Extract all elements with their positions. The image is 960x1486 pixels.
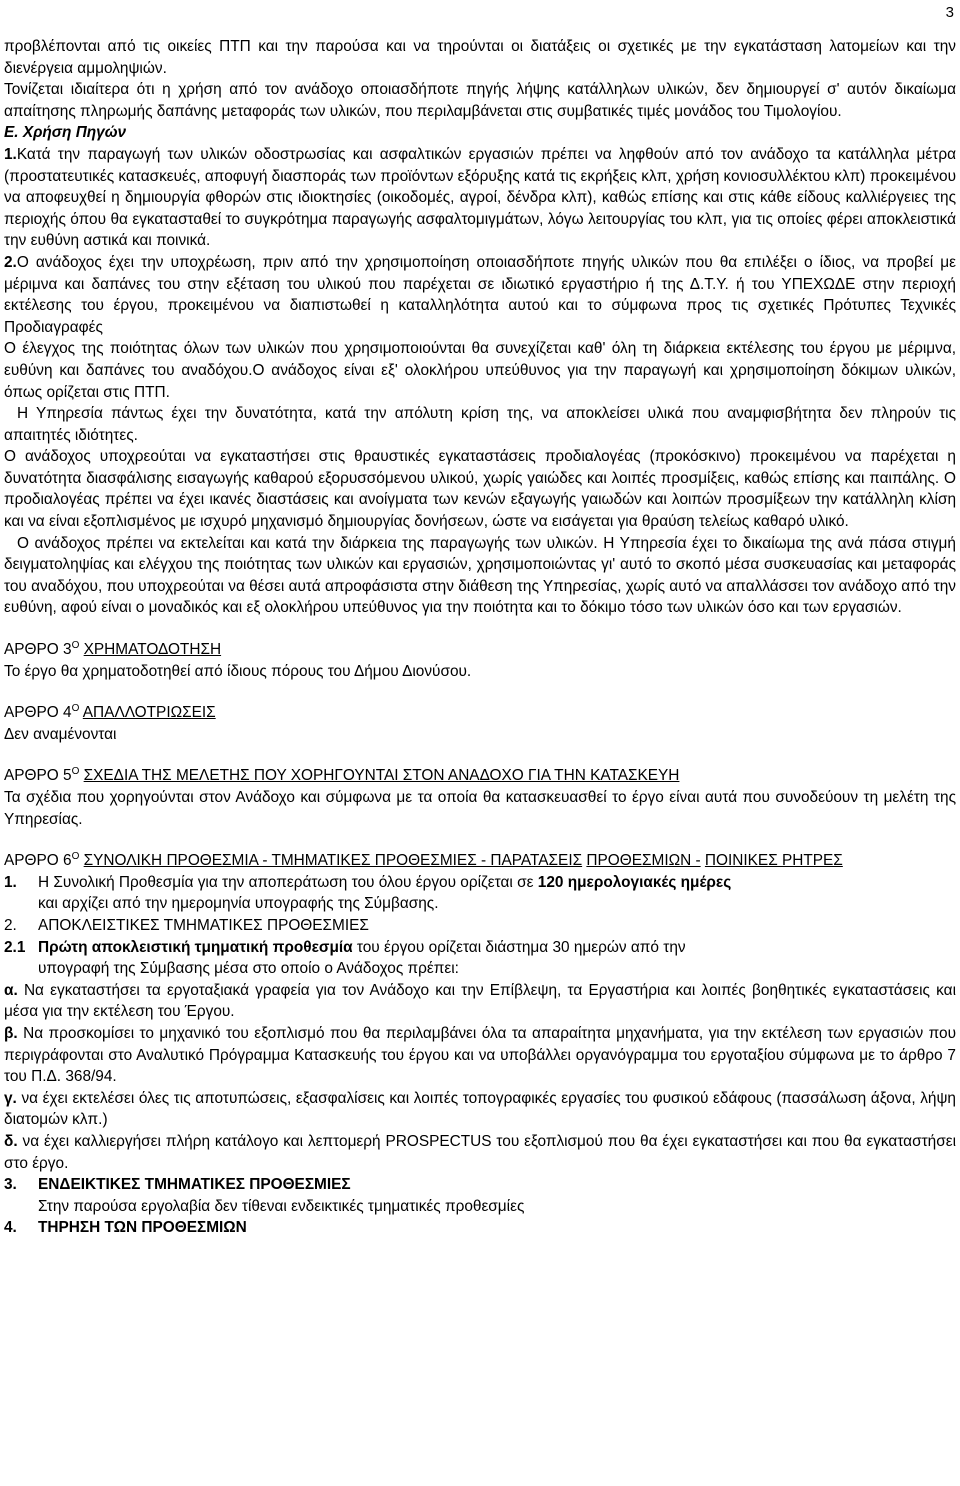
paragraph-1-number: 1. (4, 145, 17, 163)
article-3-text: Το έργο θα χρηματοδοτηθεί από ίδιους πόρους του Δήμου Διονύσου. (4, 662, 472, 680)
article-6-title-c: ΠΟΙΝΙΚΕΣ ΡΗΤΡΕΣ (704, 852, 843, 870)
item-2-1-bold: Πρώτη αποκλειστική τμηματική προθεσμία (38, 938, 353, 956)
article-5-title: ΣΧΕΔΙΑ ΤΗΣ ΜΕΛΕΤΗΣ ΠΟΥ ΧΟΡΗΓΟΥΝΤΑΙ ΣΤΟΝ ΑΝΑΔΟΧΟ ΓΙΑ ΤΗΝ ΚΑΤΑΣΚΕΥΗ (83, 767, 680, 785)
item-3-number: 3. (4, 1176, 17, 1194)
paragraph-4: Η Υπηρεσία πάντως έχει την δυνατότητα, κατά την απόλυτη κρίση της, να αποκλείσει υλικά που αναμφισβήτητα δεν πληρούν τις απαιτητές ιδιότητες. (4, 405, 956, 444)
paragraph-intro-1: προβλέπονται από τις οικείες ΠΤΠ και την παρούσα και να τηρούνται οι διατάξεις οι σχετικές με την εγκατάσταση λατομείων και την διενέργεια αμμοληψιών. (4, 38, 956, 77)
article-4-prefix: ΑΡΘΡΟ 4 (4, 704, 72, 722)
item-b (4, 1023, 956, 1088)
paragraph-3: Ο έλεγχος της ποιότητας όλων των υλικών που χρησιμοποιούνται θα συνεχίζεται καθ' όλη τη διάρκεια εκτέλεσης του έργου με μέριμνα, ευθύνη και δαπάνες του αναδόχου.Ο ανάδοχος είναι εξ' ολοκλήρου υπεύθυνος για την παραγωγή και χρησιμοποίηση δόκιμων υλικών, όπως ορίζεται στις ΠΤΠ. (4, 340, 956, 401)
item-3-sub: Στην παρούσα εργολαβία δεν τίθεναι ενδεικτικές τμηματικές προθεσμίες (38, 1197, 525, 1215)
item-1 (4, 872, 956, 894)
paragraph-5: Ο ανάδοχος υποχρεούται να εγκαταστήσει στις θραυστικές εγκαταστάσεις προδιαλογέας (προκόσκινο) προκειμένου να παρέχεται η δυνατότητα διασφάλισης εισαγωγής καθαρού εξορυσσόμενου υλικού, χωρίς γαιώδες και λοιπές προσμίξεις, καθώς επίσης και παιπάλης. Ο προδιαλογέας πρέπει να έχει ικανές διαστάσεις και ανοίγματα των κενών εξαγωγής γαιωδών και λοιπών προσμίξεων την κατάλληλη κλίση και να είναι εξοπλισμένος με ισχυρό μηχανισμό δημιουργίας δονήσεων, ώστε να εισάγεται για θραύση τελείως καθαρό υλικό. (4, 448, 956, 531)
article-4-text: Δεν αναμένονται (4, 725, 117, 743)
article-6-title-b: ΠΡΟΘΕΣΜΙΩΝ - (586, 852, 701, 870)
article-6-heading (4, 850, 956, 872)
item-3 (4, 1174, 956, 1196)
item-2-1-text-a: του έργου ορίζεται διάστημα 30 ημερών από την (352, 938, 686, 956)
article-5-text: Τα σχέδια που χορηγούνται στον Ανάδοχο και σύμφωνα με τα οποία θα κατασκευασθεί το έργο είναι αυτά που συνοδεύουν τη μελέτη της Υπηρεσίας. (4, 789, 956, 828)
paragraph-intro-2: Τονίζεται ιδιαίτερα ότι η χρήση από τον ανάδοχο οποιασδήποτε πηγής λήψης κατάλληλων υλικών, δεν δημιουργεί σ' αυτόν δικαίωμα απαίτησης πληρωμής δαπάνης μεταφοράς των υλικών, που περιλαμβάνεται στις συμβατικές τιμές μονάδος του Τιμολογίου. (4, 81, 956, 120)
item-3-text: ΕΝΔΕΙΚΤΙΚΕΣ ΤΜΗΜΑΤΙΚΕΣ ΠΡΟΘΕΣΜΙΕΣ (38, 1176, 351, 1194)
article-6-prefix: ΑΡΘΡΟ 6 (4, 852, 72, 870)
item-4 (4, 1217, 956, 1239)
page-number: 3 (945, 4, 954, 21)
item-a-label: α. (4, 981, 18, 999)
item-2 (4, 915, 956, 937)
item-b-label: β. (4, 1024, 18, 1042)
article-6-sup: Ο (71, 851, 80, 863)
item-a (4, 980, 956, 1023)
item-4-number: 4. (4, 1219, 17, 1237)
item-2-1-text (38, 937, 956, 959)
article-3-sup: Ο (71, 640, 80, 652)
item-d (4, 1131, 956, 1174)
article-5-heading (4, 765, 956, 787)
article-3-title: ΧΡΗΜΑΤΟΔΟΤΗΣΗ (83, 641, 222, 659)
item-1-text-b: 120 ημερολογιακές ημέρες (537, 873, 732, 891)
item-b-text: Να προσκομίσει το μηχανικό του εξοπλισμό που θα περιλαμβάνει όλα τα απαραίτητα μηχανήματα, για την εκτέλεση των εργασιών που περιγράφονται στο Αναλυτικό Πρόγραμμα Κατασκευής του έργου και να υποβάλλει οργανόγραμμα του εργοταξίου σύμφωνα με το άρθρο 7 του Π.Δ. 368/94. (4, 1024, 956, 1086)
paragraph-1 (4, 144, 956, 252)
item-2-1 (4, 937, 956, 959)
article-3-heading (4, 639, 956, 661)
article-4-heading (4, 702, 956, 724)
article-4-sup: Ο (71, 703, 80, 715)
item-4-text: ΤΗΡΗΣΗ ΤΩΝ ΠΡΟΘΕΣΜΙΩΝ (38, 1219, 247, 1237)
article-3-prefix: ΑΡΘΡΟ 3 (4, 641, 72, 659)
item-1-text-a: Η Συνολική Προθεσμία για την αποπεράτωση του όλου έργου ορίζεται σε (38, 873, 538, 891)
article-5-prefix: ΑΡΘΡΟ 5 (4, 767, 72, 785)
item-2-1-number: 2.1 (4, 938, 26, 956)
item-c (4, 1088, 956, 1131)
article-6-title-a: ΣΥΝΟΛΙΚΗ ΠΡΟΘΕΣΜΙΑ - ΤΜΗΜΑΤΙΚΕΣ ΠΡΟΘΕΣΜΙΕΣ - ΠΑΡΑΤΑΣΕΙΣ (83, 852, 583, 870)
paragraph-2-text: Ο ανάδοχος έχει την υποχρέωση, πριν από την χρησιμοποίηση οποιασδήποτε πηγής υλικών που θα επιλέξει ο ίδιος, να προβεί με μέριμνα και δαπάνες του στην εξέταση του υλικού που παρέχεται σε ιδιωτικό εργαστήριο ή της Δ.Τ.Υ. ή του ΥΠΕΧΩΔΕ στην περιοχή εκτέλεσης του έργου, προκειμένου να διαπιστωθεί η καταλληλότητα αυτού και το σύμφωνα προς τις σχετικές Πρότυπες Τεχνικές Προδιαγραφές (4, 253, 956, 336)
item-2-text: ΑΠΟΚΛΕΙΣΤΙΚΕΣ ΤΜΗΜΑΤΙΚΕΣ ΠΡΟΘΕΣΜΙΕΣ (38, 916, 369, 934)
item-2-1-text-b: υπογραφή της Σύμβασης μέσα στο οποίο ο Ανάδοχος πρέπει: (38, 960, 459, 978)
article-4-title: ΑΠΑΛΛΟΤΡΙΩΣΕΙΣ (82, 704, 216, 722)
item-d-text: να έχει καλλιεργήσει πλήρη κατάλογο και λεπτομερή PROSPECTUS του εξοπλισμού που θα έχει εγκαταστήσει και που θα εγκαταστήσει στο έργο. (4, 1132, 956, 1172)
paragraph-1-text: Κατά την παραγωγή των υλικών οδοστρωσίας και ασφαλτικών εργασιών πρέπει να ληφθούν από τον ανάδοχο τα κατάλληλα μέτρα (προστατευτικές κατασκευές, αποφυγή διασποράς των προϊόντων εξόρυξης κατά τις εκρήξεις κλπ, χρήση κονιοσυλλέκτου κλπ) προκειμένου να αποφευχθεί η δημιουργία φθορών στις ιδιοκτησίες (οικοδομές, αγροί, δένδρα κλπ), καθώς επίσης και στις κάθε είδους καλλιέργειες της περιοχής όπου θα εγκατασταθεί το συγκρότημα παραγωγής ασφαλτομιγμάτων, λόγω λειτουργίας του κλπ, για τις οποίες φέρει αποκλειστικά την ευθύνη αστικά και ποινικά. (4, 145, 956, 250)
article-5-sup: Ο (71, 766, 80, 778)
item-2-number: 2. (4, 916, 17, 934)
item-1-number: 1. (4, 873, 17, 891)
item-a-text: Να εγκαταστήσει τα εργοταξιακά γραφεία για τον Ανάδοχο και την Επίβλεψη, τα Εργαστήρια και λοιπές βοηθητικές εγκαταστάσεις και μέσα για την εκτέλεση του Έργου. (4, 981, 956, 1021)
paragraph-2-number: 2. (4, 253, 17, 271)
item-d-label: δ. (4, 1132, 18, 1150)
section-heading-e: Ε. Χρήση Πηγών (4, 124, 127, 142)
document-body (4, 36, 956, 1239)
item-c-label: γ. (4, 1089, 17, 1107)
paragraph-2 (4, 252, 956, 338)
item-c-text: να έχει εκτελέσει όλες τις αποτυπώσεις, εξασφαλίσεις και λοιπές τοπογραφικές εργασίες του φυσικού εδάφους (πασσάλωση άξονα, λήψη διατομών κλπ.) (4, 1089, 956, 1129)
item-1-text (38, 872, 956, 894)
item-1-text-c: και αρχίζει από την ημερομηνία υπογραφής της Σύμβασης. (38, 895, 439, 913)
paragraph-6: Ο ανάδοχος πρέπει να εκτελείται και κατά την διάρκεια της παραγωγής των υλικών. Η Υπηρεσία έχει το δικαίωμα της ανά πάσα στιγμή δειγματοληψίας και ελέγχου της ποιότητας των υλικών και εργασιών, χρησιμοποιώντας γι' αυτό το σκοπό μέσα συσκευασίας και μεταφοράς του αναδόχου, που υποχρεούται να θέσει αυτά απροφάσιστα στην διάθεση της Υπηρεσίας, χωρίς αυτό να απαλλάσσει τον ανάδοχο από την ευθύνη, αφού είναι ο μοναδικός και εξ ολοκλήρου υπεύθυνος για την ποιότητα και το δόκιμο τόσο των υλικών όσο και των εργασιών. (4, 534, 956, 617)
